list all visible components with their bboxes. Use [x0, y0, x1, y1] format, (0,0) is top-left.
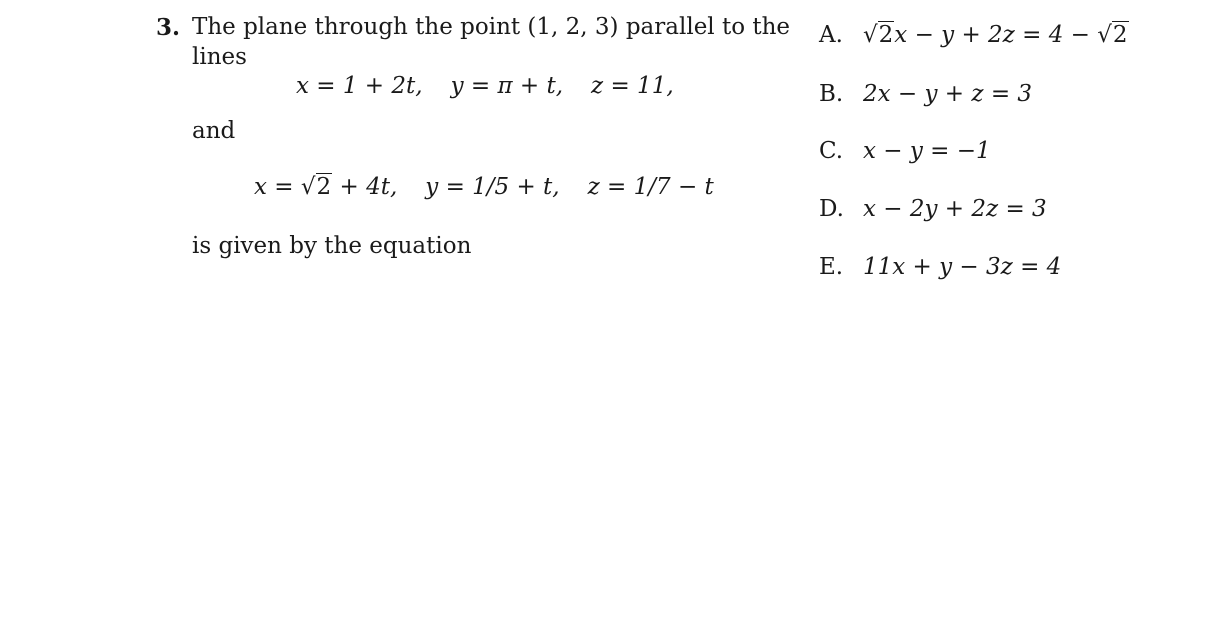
- choice-d-expression: x − 2y + 2z = 3: [863, 196, 1047, 222]
- choice-b[interactable]: [819, 81, 1032, 107]
- question-closing-text: is given by the equation: [192, 233, 472, 259]
- choice-a-radicand-tail: 2: [1112, 22, 1128, 48]
- question-stem-line2: lines: [192, 44, 247, 70]
- choice-c[interactable]: [819, 138, 991, 164]
- choice-b-expression: 2x − y + z = 3: [863, 81, 1033, 107]
- choice-a[interactable]: [819, 22, 1129, 48]
- choice-c-expression: x − y = −1: [863, 138, 991, 164]
- choice-e[interactable]: [819, 254, 1061, 280]
- choice-a-expression: [863, 21, 1129, 48]
- question-number: 3.: [156, 14, 181, 41]
- first-line-y-equation: y = π + t,: [450, 73, 564, 99]
- second-line-x-suffix: + 4t,: [332, 174, 398, 200]
- square-root-sign: √: [1097, 22, 1112, 48]
- second-line-y-equation: y = 1/5 + t,: [425, 174, 560, 200]
- choice-c-letter: C.: [819, 138, 844, 164]
- choice-e-letter: E.: [819, 254, 844, 280]
- first-line-equations: [296, 73, 674, 99]
- choice-d-letter: D.: [819, 196, 844, 222]
- first-line-z-equation: z = 11,: [591, 73, 674, 99]
- choice-e-expression: 11x + y − 3z = 4: [863, 254, 1062, 280]
- second-line-x-radicand: 2: [316, 174, 332, 200]
- choice-d[interactable]: [819, 196, 1047, 222]
- choice-a-radicand-lead: 2: [878, 22, 894, 48]
- choice-b-letter: B.: [819, 81, 844, 107]
- second-line-x-prefix: x =: [254, 174, 301, 200]
- choice-a-middle: x − y + 2z = 4 −: [894, 22, 1098, 48]
- choice-a-letter: A.: [819, 22, 843, 48]
- first-line-x-equation: x = 1 + 2t,: [296, 73, 423, 99]
- square-root-sign: √: [300, 174, 316, 200]
- second-line-x-equation: [254, 173, 397, 200]
- question-stem-line1: The plane through the point (1, 2, 3) parallel to the: [192, 14, 791, 40]
- square-root-sign: √: [863, 22, 878, 48]
- second-line-equations: [254, 174, 714, 200]
- connector-text: and: [192, 118, 236, 144]
- second-line-z-equation: z = 1/7 − t: [587, 174, 714, 200]
